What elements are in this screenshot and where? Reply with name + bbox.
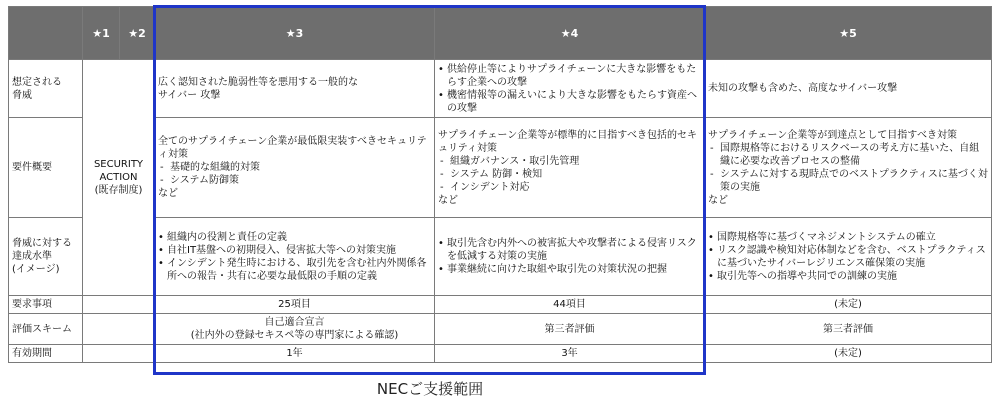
achievement-star5	[705, 218, 992, 296]
achievement-star4	[435, 218, 705, 296]
requirements-star5: サプライチェーン企業等が到達点として目指すべき対策 - 国際規格等におけるリスクベースの考え方に基いた、自組織に必要な改善プロセスの整備 - システムに対する現時点でのベストプラクティスに基づく対策の実施 など	[705, 118, 992, 218]
header-star3: ★3	[155, 7, 435, 60]
scheme-star1-2	[83, 314, 155, 345]
threat-star3: 広く認知された脆弱性等を悪用する一般的な サイバー 攻撃	[155, 60, 435, 118]
items-star3: 25項目	[155, 296, 435, 314]
achievement-star3	[155, 218, 435, 296]
header-star1: ★1	[83, 7, 120, 60]
list-item: • 取引先含む内外への被害拡大や攻撃者による侵害リスクを低減する対策の実施	[438, 237, 701, 263]
list-item: • 機密情報等の漏えいにより大きな影響をもたらす資産への攻撃	[438, 89, 701, 115]
row-label-achievement: 脅威に対する 達成水準 (イメージ)	[9, 218, 83, 296]
security-action-cell: SECURITY ACTION (既存制度)	[83, 60, 155, 296]
requirements-star4: サプライチェーン企業等が標準的に目指すべき包括的セキュリティ対策 - 組織ガバナンス・取引先管理 - システム 防御・検知 - インシデント対応 など	[435, 118, 705, 218]
list-item: • 自社IT基盤への初期侵入、侵害拡大等への対策実施	[158, 244, 431, 257]
threat-star5: 未知の攻撃も含めた、高度なサイバー攻撃	[705, 60, 992, 118]
list-item: - 組織ガバナンス・取引先管理	[438, 155, 701, 168]
list-item: • 事業継続に向けた取組や取引先の対策状況の把握	[438, 263, 701, 276]
list-item: - システム防御策	[158, 174, 431, 187]
requirements-star3: 全てのサプライチェーン企業が最低限実装すべきセキュリティ対策 - 基礎的な組織的対策 - システム防御策 など	[155, 118, 435, 218]
achievement-row	[9, 218, 992, 296]
requirements-row	[9, 118, 992, 218]
row-label-scheme: 評価スキーム	[9, 314, 83, 345]
list-item: • 供給停止等によりサプライチェーンに大きな影響をもたらす企業への攻撃	[438, 63, 701, 89]
list-item: - インシデント対応	[438, 181, 701, 194]
list-item: • 取引先等への指導や共同での訓練の実施	[708, 270, 988, 283]
support-scope-caption: NECご支援範囲	[376, 380, 484, 398]
scheme-star3: 自己適合宣言 (社内外の登録セキスペ等の専門家による確認)	[155, 314, 435, 345]
header-star2: ★2	[120, 7, 155, 60]
list-item: - システムに対する現時点でのベストプラクティスに基づく対策の実施	[708, 168, 988, 194]
row-label-threat: 想定される 脅威	[9, 60, 83, 118]
validity-star3: 1年	[155, 345, 435, 363]
row-label-requirements: 要件概要	[9, 118, 83, 218]
items-row	[9, 296, 992, 314]
list-item: • リスク認識や検知対応体制などを含む、ベストプラクティスに基づいたサイバーレジリエンス確保策の実施	[708, 244, 988, 270]
items-star5: (未定)	[705, 296, 992, 314]
row-label-validity: 有効期間	[9, 345, 83, 363]
scheme-star4: 第三者評価	[435, 314, 705, 345]
header-star5: ★5	[705, 7, 992, 60]
validity-star1-2	[83, 345, 155, 363]
list-item: • 国際規格等に基づくマネジメントシステムの確立	[708, 231, 988, 244]
row-label-items: 要求事項	[9, 296, 83, 314]
validity-star5: (未定)	[705, 345, 992, 363]
corner-header	[9, 7, 83, 60]
header-star4: ★4	[435, 7, 705, 60]
scheme-row	[9, 314, 992, 345]
validity-star4: 3年	[435, 345, 705, 363]
list-item: - 基礎的な組織的対策	[158, 161, 431, 174]
list-item: • 組織内の役割と責任の定義	[158, 231, 431, 244]
validity-row	[9, 345, 992, 363]
header-row	[9, 7, 992, 60]
list-item: • インシデント発生時における、取引先を含む社内外関係各所への報告・共有に必要な最低限の手順の定義	[158, 257, 431, 283]
items-star1-2	[83, 296, 155, 314]
security-level-table	[8, 6, 992, 363]
threat-row	[9, 60, 992, 118]
items-star4: 44項目	[435, 296, 705, 314]
list-item: - 国際規格等におけるリスクベースの考え方に基いた、自組織に必要な改善プロセスの整備	[708, 142, 988, 168]
threat-star4	[435, 60, 705, 118]
list-item: - システム 防御・検知	[438, 168, 701, 181]
scheme-star5: 第三者評価	[705, 314, 992, 345]
